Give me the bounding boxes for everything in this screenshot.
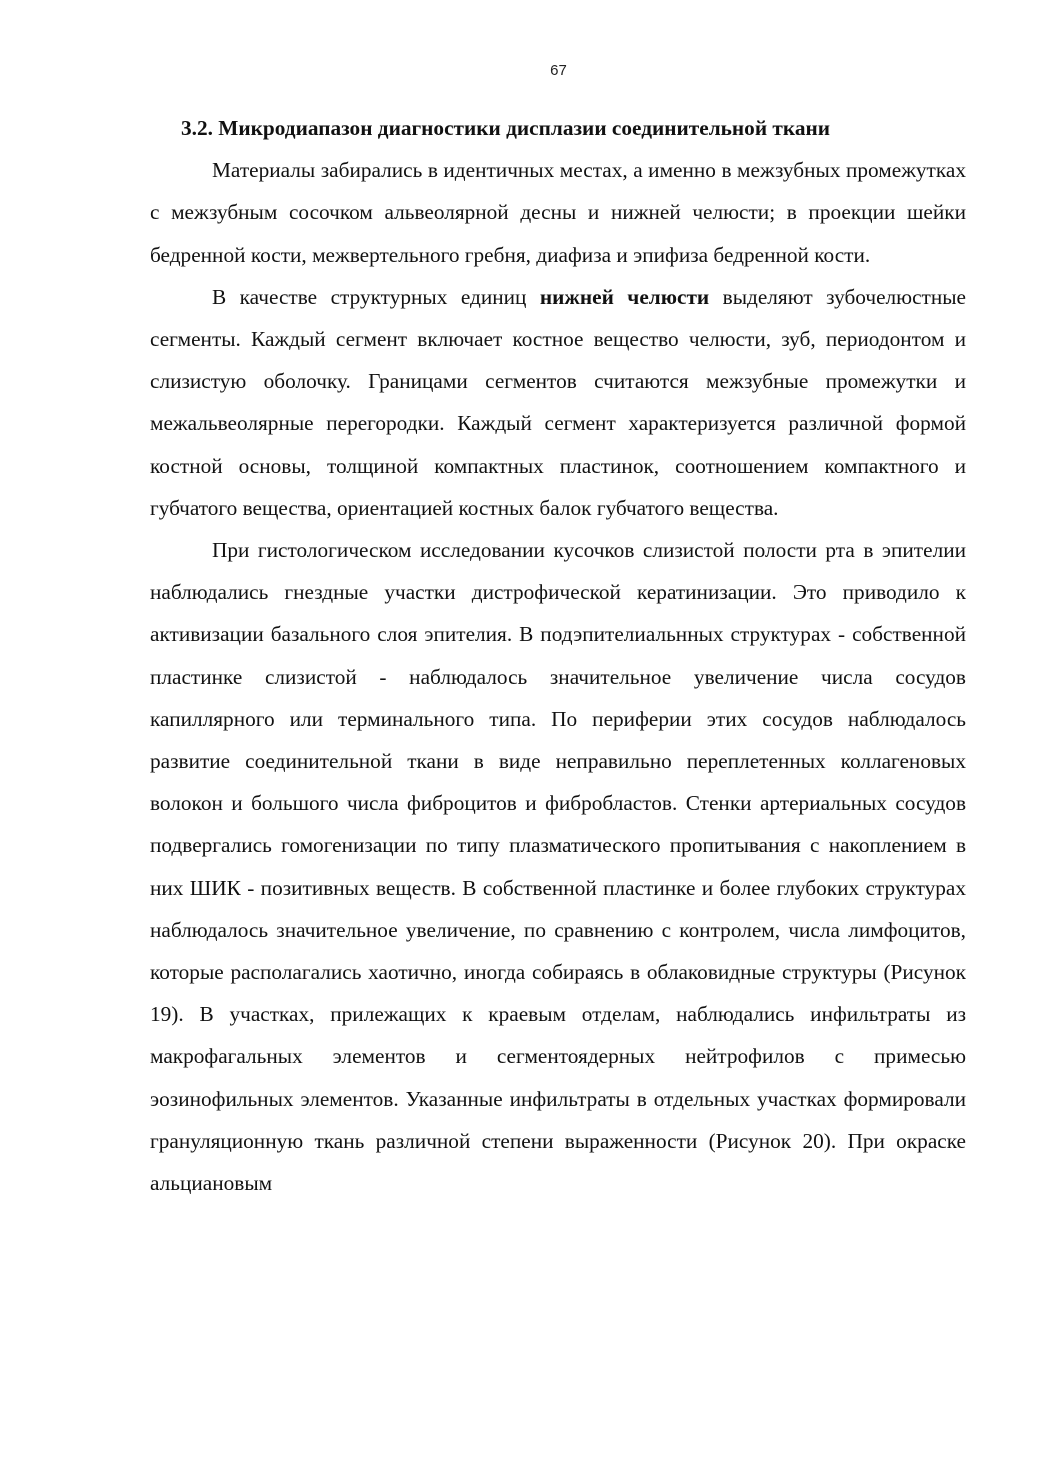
section-heading: 3.2. Микродиапазон диагностики дисплазии соединительной ткани — [181, 116, 831, 140]
paragraph-text: При гистологическом исследовании кусочков слизистой полости рта в эпителии наблюдались гнездные участки дистрофической кератинизации. Это приводило к активизации базального слоя эпителия. В подэпителиальнных структурах - собственной пластинке слизистой - наблюдалось значительное увеличение числа сосудов капиллярного или терминального типа. По периферии этих сосудов наблюдалось развитие соединительной ткани в виде неправильно переплетенных коллагеновых волокон и большого числа фиброцитов и фибробластов. Стенки артериальных сосудов подвергались гомогенизации по типу плазматического пропитывания с накоплением в них ШИК - позитивных веществ. В собственной пластинке и более глубоких структурах наблюдалось значительное увеличение, по сравнению с контролем, числа лимфоцитов, которые располагались хаотично, иногда собираясь в облаковидные структуры (Рисунок 19). В участках, прилежащих к краевым отделам, наблюдались инфильтраты из макрофагальных элементов и сегментоядерных нейтрофилов с примесью эозинофильных элементов. Указанные инфильтраты в отдельных участках формировали грануляционную ткань различной степени выраженности (Рисунок 20). При окраске альциановым — [150, 538, 966, 1196]
document-body — [150, 107, 966, 1204]
paragraph-histology — [150, 529, 966, 1204]
paragraph-text: выделяют зубочелюстные сегменты. Каждый сегмент включает костное вещество челюсти, зуб, периодонтом и слизистую оболочку. Границами сегментов считаются межзубные промежутки и межальвеолярные перегородки. Каждый сегмент характеризуется различной формой костной основы, толщиной компактных пластинок, соотношением компактного и губчатого вещества, ориентацией костных балок губчатого вещества. — [150, 284, 966, 520]
bold-term: нижней челюсти — [539, 284, 710, 309]
paragraph-text: В качестве структурных единиц — [212, 284, 540, 309]
page-number: 67 — [550, 62, 567, 79]
paragraph-materials — [150, 149, 966, 276]
paragraph-mandible — [150, 276, 966, 529]
paragraph-text: Материалы забирались в идентичных местах, а именно в межзубных промежутках с межзубным сосочком альвеолярной десны и нижней челюсти; в проекции шейки бедренной кости, межвертельного гребня, диафиза и эпифиза бедренной кости. — [150, 158, 966, 267]
